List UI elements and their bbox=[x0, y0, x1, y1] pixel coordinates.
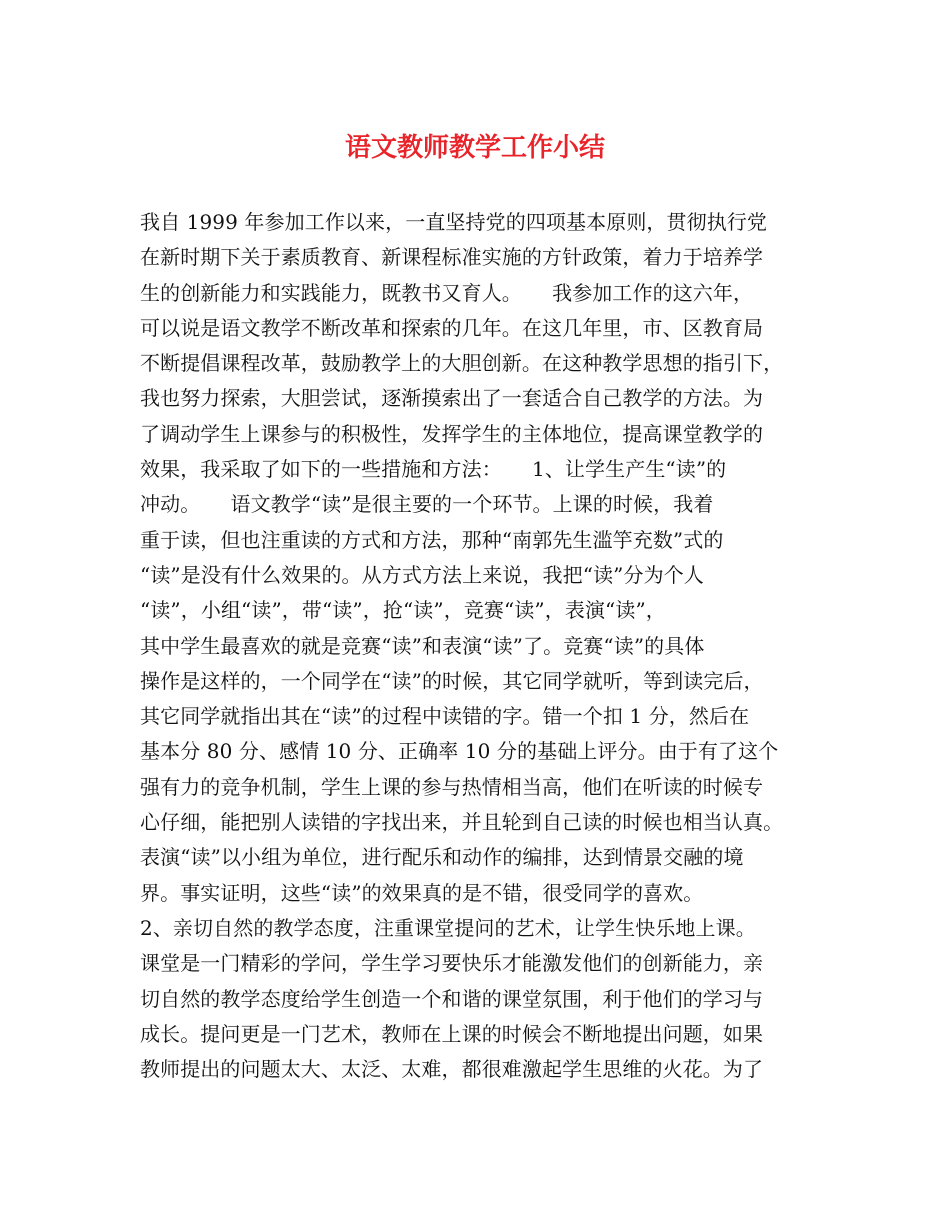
body-line: 在新时期下关于素质教育、新课程标准实施的方针政策，着力于培养学 bbox=[140, 245, 764, 270]
body-line: 不断提倡课程改革，鼓励教学上的大胆创新。在这种教学思想的指引下， bbox=[140, 351, 784, 376]
body-line: 操作是这样的，一个同学在“读”的时候，其它同学就听，等到读完后， bbox=[140, 668, 764, 693]
body-line: 重于读，但也注重读的方式和方法，那种“南郭先生滥竽充数”式的 bbox=[140, 527, 724, 552]
body-line: 切自然的教学态度给学生创造一个和谐的课堂氛围，利于他们的学习与 bbox=[140, 986, 764, 1011]
body-line: 生的创新能力和实践能力，既教书又育人。 我参加工作的这六年， bbox=[140, 280, 754, 305]
body-line: 冲动。 语文教学“读”是很主要的一个环节。上课的时候，我着 bbox=[140, 492, 714, 517]
body-line: 我也努力探索，大胆尝试，逐渐摸索出了一套适合自己教学的方法。为 bbox=[140, 386, 764, 411]
body-line: 基本分 80 分、感情 10 分、正确率 10 分的基础上评分。由于有了这个 bbox=[140, 739, 779, 764]
document-body bbox=[140, 205, 820, 1087]
body-line: 其中学生最喜欢的就是竞赛“读”和表演“读”了。竞赛“读”的具体 bbox=[140, 633, 705, 658]
body-line: 课堂是一门精彩的学问，学生学习要快乐才能激发他们的创新能力，亲 bbox=[140, 951, 764, 976]
body-line: 界。事实证明，这些“读”的效果真的是不错，很受同学的喜欢。 bbox=[140, 880, 704, 905]
document-title: 语文教师教学工作小结 bbox=[344, 133, 605, 163]
body-line: 表演“读”以小组为单位，进行配乐和动作的编排，达到情景交融的境 bbox=[140, 845, 744, 870]
body-line: 教师提出的问题太大、太泛、太难，都很难激起学生思维的火花。为了 bbox=[140, 1057, 764, 1082]
body-line: “读”，小组“读”，带“读”，抢“读”，竞赛“读”，表演“读”， bbox=[140, 598, 666, 623]
body-line: 成长。提问更是一门艺术，教师在上课的时候会不断地提出问题，如果 bbox=[140, 1021, 764, 1046]
body-line: 效果，我采取了如下的一些措施和方法： 1、让学生产生“读”的 bbox=[140, 457, 727, 482]
body-line: 心仔细，能把别人读错的字找出来，并且轮到自己读的时候也相当认真。 bbox=[140, 810, 784, 835]
body-line: “读”是没有什么效果的。从方式方法上来说，我把“读”分为个人 bbox=[140, 562, 704, 587]
body-line: 强有力的竞争机制，学生上课的参与热情相当高，他们在听读的时候专 bbox=[140, 774, 764, 799]
body-line: 可以说是语文教学不断改革和探索的几年。在这几年里，市、区教育局 bbox=[140, 315, 764, 340]
body-line: 了调动学生上课参与的积极性，发挥学生的主体地位，提高课堂教学的 bbox=[140, 421, 764, 446]
body-line: 2、亲切自然的教学态度，注重课堂提问的艺术，让学生快乐地上课。 bbox=[140, 915, 756, 940]
body-line: 我自 1999 年参加工作以来，一直坚持党的四项基本原则，贯彻执行党 bbox=[140, 210, 768, 234]
body-line: 其它同学就指出其在“读”的过程中读错的字。错一个扣 1 分，然后在 bbox=[140, 704, 750, 729]
